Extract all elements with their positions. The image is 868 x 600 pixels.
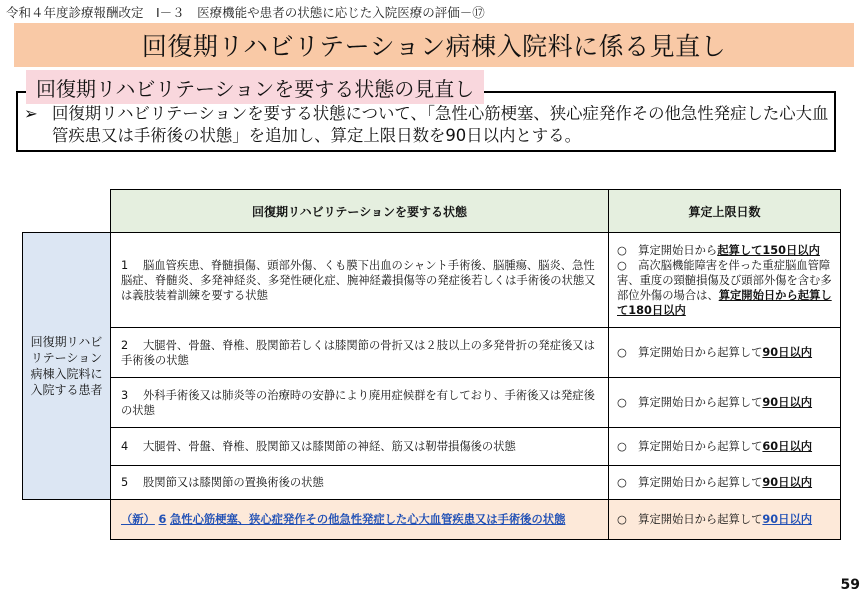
condition-cell [111,328,609,378]
condition-cell [111,466,609,500]
section-label [26,70,484,104]
limit-cell-new [609,500,841,540]
limit-days: 90日以内 [762,346,813,359]
table-row [23,466,841,500]
condition-cell [111,233,609,328]
limit-text: ○ 算定開始日から起算して [617,346,763,359]
condition-text: 股関節又は膝関節の置換術後の状態 [143,476,324,489]
row-number: 4 [121,440,129,453]
condition-text: 脳血管疾患、脊髄損傷、頭部外傷、くも膜下出血のシャント手術後、脳腫瘍、脳炎、急性脳症、脊髄炎、多発神経炎、多発性硬化症、腕神経叢損傷等の発症後若しくは手術後の状態又は義肢装着訓練を要する状態 [121,258,596,302]
row-header: 回復期リハビリテーション病棟入院料に入院する患者 [23,233,111,500]
limit-days: 90日以内 [762,396,813,409]
limit-days: 90日以内 [762,476,813,489]
condition-cell [111,378,609,428]
section-label-text: 回復期リハビリテーションを要する状態の見直し [36,76,475,101]
condition-cell [111,428,609,466]
table-row [23,328,841,378]
condition-text: 急性心筋梗塞、狭心症発作その他急性発症した心大血管疾患又は手術後の状態 [169,513,566,526]
limit-text: ○ 算定開始日から起算して [617,476,763,489]
limit-text: ○ 高次脳機能障害を伴った重症脳血管障害、重度の頸髄損傷及び頭部外傷を含む多部位外傷の場合は、 [617,258,832,302]
condition-text: 外科手術後又は肺炎等の治療時の安静により廃用症候群を有しており、手術後又は発症後の状態 [121,388,595,417]
criteria-table [22,189,841,540]
row-number: 3 [121,388,129,402]
limit-cell [609,233,841,328]
row-number: 5 [121,476,129,489]
limit-text: ○ 算定開始日から起算して [617,396,763,409]
table-header-row [23,190,841,233]
limit-text: ○ 算定開始日から起算して [617,513,763,526]
limit-cell [609,328,841,378]
empty-cell [23,500,111,540]
condition-cell-new [111,500,609,540]
table-row [23,233,841,328]
limit-text: ○ 算定開始日から起算して [617,440,763,453]
row-number: 2 [121,338,129,352]
limit-days: 起算して150日以内 [717,243,820,257]
row-number: 1 [121,258,129,272]
limit-days: 90日以内 [762,513,813,526]
table-row-new [23,500,841,540]
condition-text: 大腿骨、骨盤、脊椎、股関節又は膝関節の神経、筋又は靭帯損傷後の状態 [143,440,516,453]
empty-header-cell [23,190,111,233]
limit-cell [609,378,841,428]
limit-days: 60日以内 [762,440,813,453]
limit-days: 算定開始日から起算して180日以内 [617,288,832,317]
title-band [14,23,854,67]
table-row [23,378,841,428]
summary-text: 回復期リハビリテーションを要する状態について、「急性心筋梗塞、狭心症発作その他急性発症した心大血管疾患又は手術後の状態」を追加し、算定上限日数を90日以内とする。 [52,104,829,145]
table-row [23,428,841,466]
column-header-condition: 回復期リハビリテーションを要する状態 [111,190,609,233]
arrow-bullet-icon: ➢ [24,104,38,123]
condition-text: 大腿骨、骨盤、脊椎、股関節若しくは膝関節の骨折又は２肢以上の多発骨折の発症後又は手術後の状態 [121,338,595,367]
page-number: 59 [840,577,860,593]
new-tag: （新） [121,513,155,526]
page-title: 回復期リハビリテーション病棟入院料に係る見直し [141,32,727,61]
row-number: 6 [158,513,167,526]
limit-text: ○ 算定開始日から [617,243,718,257]
limit-cell [609,466,841,500]
limit-cell [609,428,841,466]
header-note: 令和４年度診療報酬改定 Ⅰ－３ 医療機能や患者の状態に応じた入院医療の評価－⑰ [6,5,485,20]
column-header-limit: 算定上限日数 [609,190,841,233]
